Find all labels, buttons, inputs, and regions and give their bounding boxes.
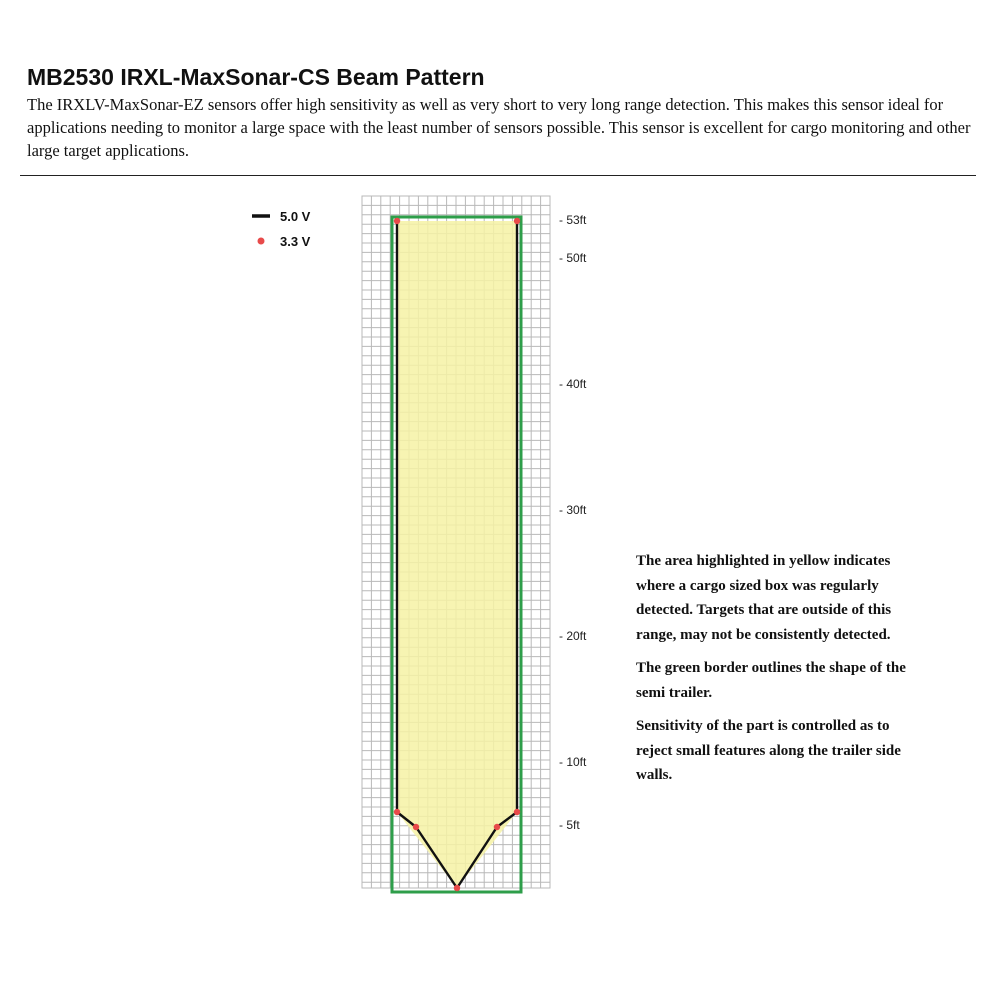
- note-green-border: The green border outlines the shape of the semi trailer.: [636, 660, 906, 701]
- note-yellow-area: The area highlighted in yellow indicates where a cargo sized box was regularly detected. Targets that are outside of this range, may not be consistently detected.: [636, 553, 892, 643]
- tick-label-50ft: - 50ft: [559, 251, 587, 265]
- beam-point-3v3: [394, 218, 400, 224]
- legend-dot-3v3-icon: [258, 238, 265, 245]
- page-title: MB2530 IRXL-MaxSonar-CS Beam Pattern: [27, 64, 485, 90]
- beam-point-3v3: [514, 809, 520, 815]
- tick-label-10ft: - 10ft: [559, 755, 587, 769]
- distance-scale: [559, 213, 587, 832]
- beam-point-3v3: [454, 885, 460, 891]
- legend-label-3v3: 3.3 V: [280, 234, 311, 249]
- beam-point-3v3: [413, 824, 419, 830]
- tick-label-5ft: - 5ft: [559, 818, 580, 832]
- tick-label-53ft: - 53ft: [559, 213, 587, 228]
- notes-panel: [636, 549, 926, 797]
- note-sensitivity: Sensitivity of the part is controlled as to reject small features along the trailer side walls.: [636, 718, 901, 783]
- intro-paragraph: The IRXLV-MaxSonar-EZ sensors offer high sensitivity as well as very short to very long range detection. This makes this sensor ideal for applications needing to monitor a large space with the least number of sensors possible. This sensor is excellent for cargo monitoring and other large target applications.: [27, 95, 971, 160]
- tick-label-40ft: - 40ft: [559, 377, 587, 391]
- tick-label-30ft: - 30ft: [559, 503, 587, 517]
- beam-point-3v3: [514, 218, 520, 224]
- detection-area-yellow: [397, 221, 517, 888]
- beam-point-3v3: [494, 824, 500, 830]
- legend: [252, 209, 311, 249]
- tick-label-20ft: - 20ft: [559, 629, 587, 643]
- legend-label-5v: 5.0 V: [280, 209, 311, 224]
- beam-point-3v3: [394, 809, 400, 815]
